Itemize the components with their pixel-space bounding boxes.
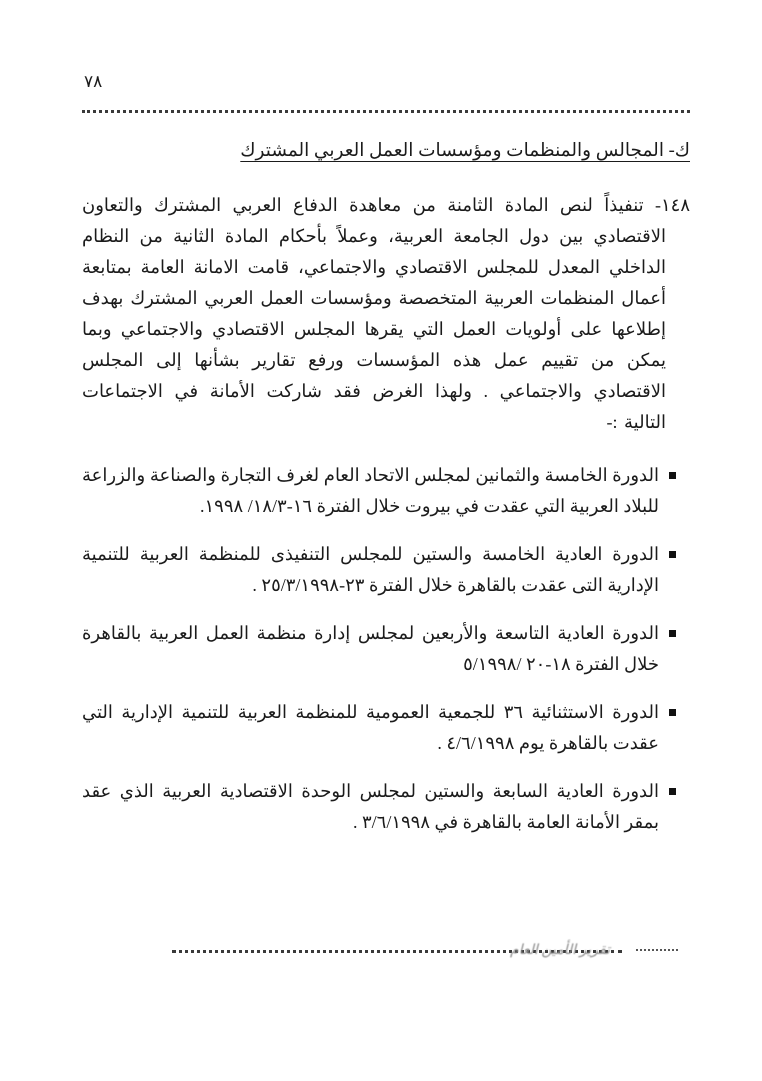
- top-dotted-rule: [82, 110, 690, 113]
- list-item-text: الدورة العادية السابعة والستين لمجلس الوحدة الاقتصادية العربية الذي عقد بمقر الأمانة العامة بالقاهرة في ٣/٦/١٩٩٨ .: [82, 780, 659, 832]
- bullet-square-icon: [669, 630, 676, 637]
- list-item-text: الدورة الخامسة والثمانين لمجلس الاتحاد العام لغرف التجارة والصناعة والزراعة للبلاد العربية التي عقدت في بيروت خلال الفترة ١٦-١٨/٣/ ١٩٩٨.: [82, 464, 659, 516]
- footer-handwriting-note: تقرير الأمين العام: [510, 943, 610, 958]
- list-item-text: الدورة العادية الخامسة والستين للمجلس التنفيذى للمنظمة العربية للتنمية الإدارية التى عقدت بالقاهرة خلال الفترة ٢٣-٢٥/٣/١٩٩٨ .: [82, 543, 659, 595]
- bullet-square-icon: [669, 472, 676, 479]
- list-item: [82, 697, 676, 759]
- section-heading: ك- المجالس والمنظمات ومؤسسات العمل العربي المشترك: [240, 141, 690, 161]
- page-footer: [82, 931, 680, 961]
- bullet-square-icon: [669, 709, 676, 716]
- bullet-square-icon: [669, 551, 676, 558]
- footer-dotted-rule-short: [636, 949, 678, 951]
- page-number: ٧٨: [84, 72, 103, 91]
- list-item: [82, 776, 676, 838]
- list-item: [82, 618, 676, 680]
- page-content: [82, 138, 690, 855]
- bullet-square-icon: [669, 788, 676, 795]
- paragraph-148: ١٤٨- تنفيذاً لنص المادة الثامنة من معاهدة الدفاع العربي المشترك والتعاون الاقتصادي بين دول الجامعة العربية، وعملاً بأحكام المادة الثانية من النظام الداخلي المعدل للمجلس الاقتصادي والاجتماعي، قامت الامانة العامة بمتابعة أعمال المنظمات العربية المتخصصة ومؤسسات العمل العربي المشترك بهدف إطلاعها على أولويات العمل التي يقرها المجلس الاقتصادي والاجتماعي وبما يمكن من تقييم عمل هذه المؤسسات ورفع تقارير بشأنها إلى المجلس الاقتصادي والاجتماعي . ولهذا الغرض فقد شاركت الأمانة في الاجتماعات التالية :-: [82, 194, 690, 432]
- list-item: [82, 460, 676, 522]
- list-item-text: الدورة العادية التاسعة والأربعين لمجلس إدارة منظمة العمل العربية بالقاهرة خلال الفترة ١٨-٢٠ /٥/١٩٩٨: [82, 622, 659, 674]
- list-item: [82, 539, 676, 601]
- list-item-text: الدورة الاستثنائية ٣٦ للجمعية العمومية للمنظمة العربية للتنمية الإدارية التي عقدت بالقاهرة يوم ٤/٦/١٩٩٨ .: [82, 701, 659, 753]
- meetings-list: [82, 460, 690, 838]
